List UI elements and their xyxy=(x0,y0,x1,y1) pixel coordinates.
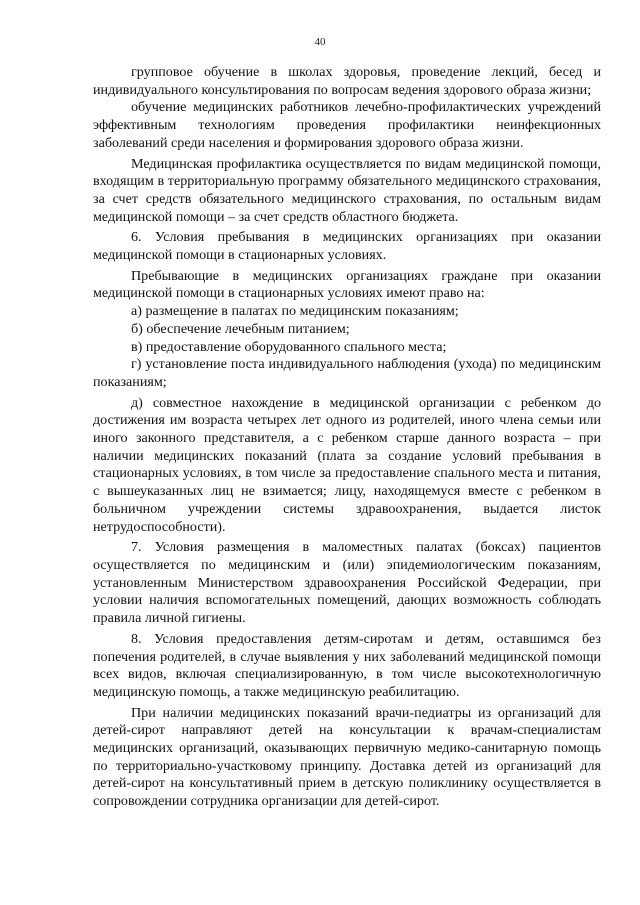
list-item-v: в) предоставление оборудованного спального места; xyxy=(131,338,447,355)
page-number: 40 xyxy=(314,36,326,48)
paragraph-staff-training: обучение медицинских работников лечебно-профилактических учреждений эффективным технологиям проведения профилактики неинфекционных заболеваний среди населения и формирования здорового образа жизни. xyxy=(93,99,601,151)
section-7-paragraph: 7. Условия размещения в маломестных палатах (боксах) пациентов осуществляется по медицинским и (или) эпидемиологическим показаниям, установленным Министерством здравоохранения Российской Федерации, при условии наличия вспомогательных помещений, дающих возможность соблюдать правила личной гигиены. xyxy=(93,539,601,627)
paragraph-health-schools: групповое обучение в школах здоровья, проведение лекций, бесед и индивидуального консультирования по вопросам ведения здорового образа жизни; xyxy=(93,64,601,98)
paragraph-medical-prevention: Медицинская профилактика осуществляется по видам медицинской помощи, входящим в территориальную программу обязательного медицинского страхования, за счет средств обязательного медицинского страхования, по остальным видам медицинской помощи – за счет средств областного бюджета. xyxy=(93,155,601,225)
document-body xyxy=(93,64,601,811)
list-item-b: б) обеспечение лечебным питанием; xyxy=(131,320,350,337)
section-8-heading: 8. Условия предоставления детям-сиротам и детям, оставшимся без попечения родителей, в случае выявления у них заболеваний медицинской помощи всех видов, включая специализированную, в том числе высокотехнологичную медицинскую помощь, а также медицинскую реабилитацию. xyxy=(93,630,601,700)
list-item-d: д) совместное нахождение в медицинской организации с ребенком до достижения им возраста четырех лет одного из родителей, иного члена семьи или иного законного представителя, а с ребенком старше данного возраста – при наличии медицинских показаний (плата за создание условий пребывания в стационарных условиях, в том числе за предоставление спального места и питания, с вышеуказанных лиц не взимается; лицу, находящемуся вместе с ребенком в больничном учреждении системы здравоохранения, выдается листок нетрудоспособности). xyxy=(93,394,601,535)
paragraph-orphan-consultations: При наличии медицинских показаний врачи-педиатры из организаций для детей-сирот направляют детей на консультации к врачам-специалистам медицинских организаций, оказывающих первичную медико-санитарную помощь по территориально-участковому принципу. Доставка детей из организаций для детей-сирот на консультативный прием в детскую поликлинику осуществляется в сопровождении сотрудника организации для детей-сирот. xyxy=(93,704,601,810)
list-item-a: а) размещение в палатах по медицинским показаниям; xyxy=(131,303,459,320)
section-6-heading: 6. Условия пребывания в медицинских организациях при оказании медицинской помощи в стационарных условиях. xyxy=(93,229,601,264)
paragraph-patient-rights: Пребывающие в медицинских организациях граждане при оказании медицинской помощи в стационарных условиях имеют право на: xyxy=(93,267,601,302)
list-item-g: г) установление поста индивидуального наблюдения (ухода) по медицинским показаниям; xyxy=(93,356,601,390)
